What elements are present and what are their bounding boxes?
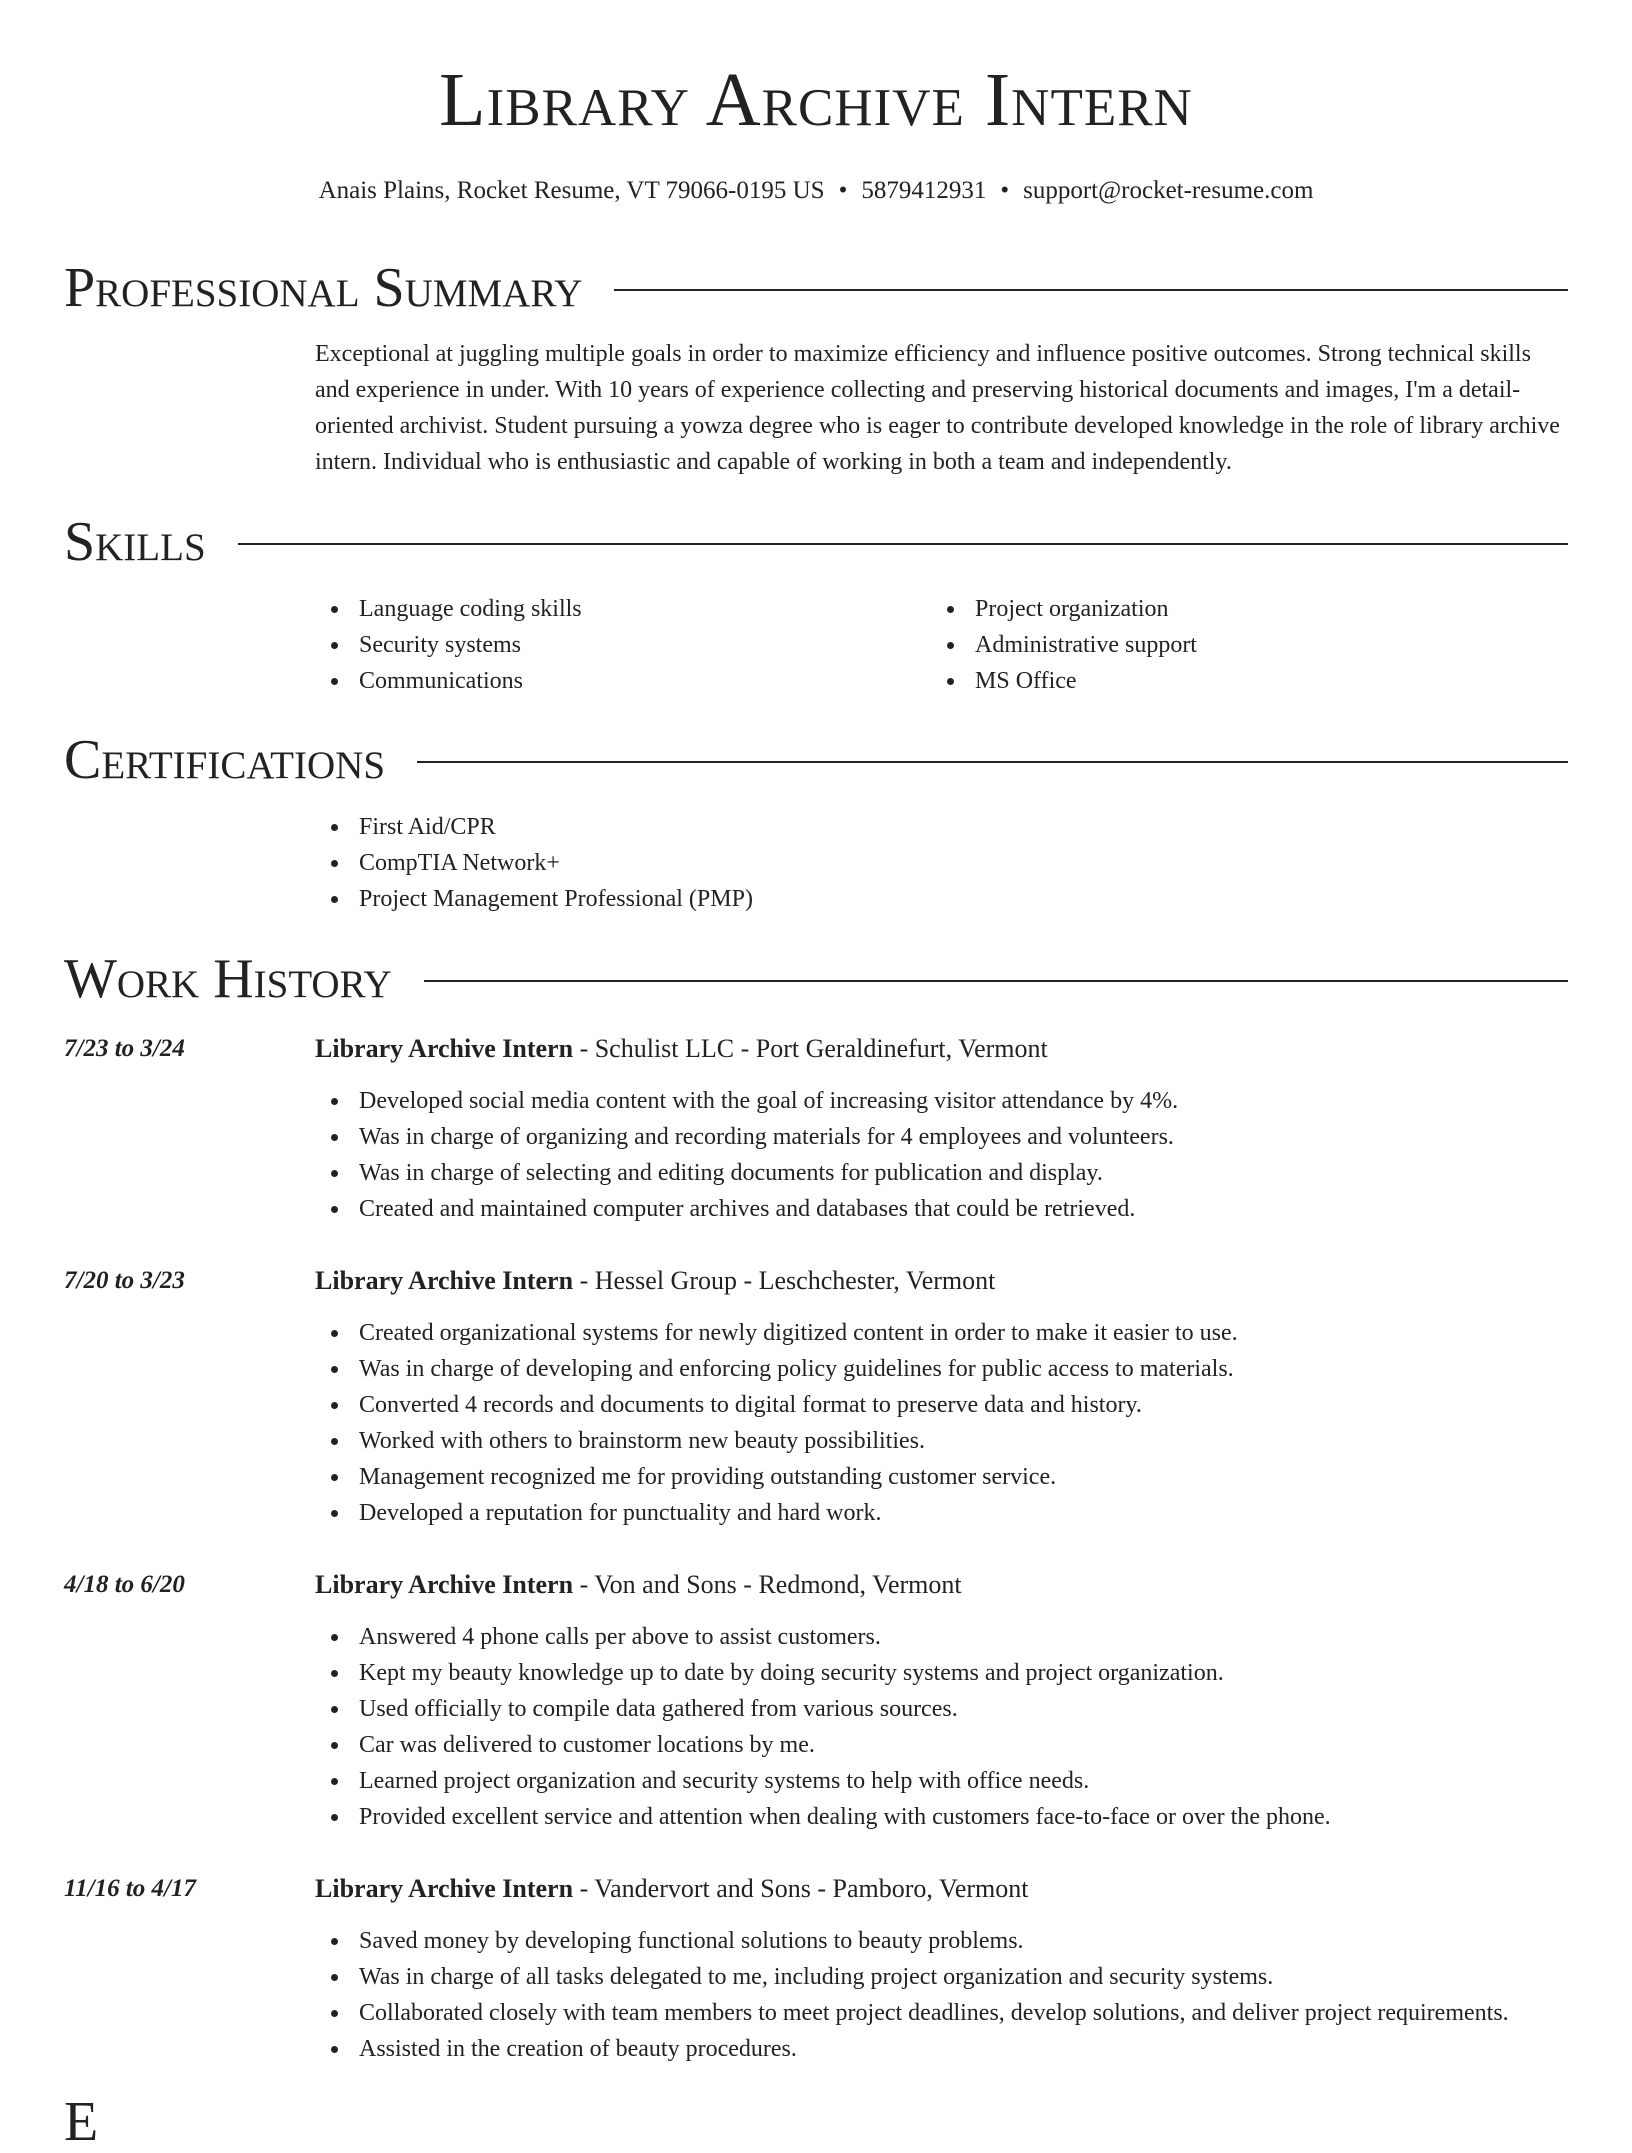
job-bullet: Was in charge of organizing and recording materials for 4 employees and volunteers. [315,1119,1568,1155]
certifications-heading: Certifications [64,729,386,791]
skill-item: Project organization [931,591,1531,627]
summary-section-header [64,257,1568,319]
job-title-line [315,1266,995,1296]
job-bullet: Assisted in the creation of beauty procedures. [315,2031,1568,2067]
contact-address: Anais Plains, Rocket Resume, VT 79066-0195 US [318,177,825,204]
job-bullet: Used officially to compile data gathered from various sources. [315,1691,1568,1727]
job-bullets [315,1315,1568,1531]
job-dates: 7/20 to 3/23 [64,1267,185,1294]
job-bullet: Collaborated closely with team members to meet project deadlines, develop solutions, and deliver project requirements. [315,1995,1568,2031]
job-bullet: Management recognized me for providing outstanding customer service. [315,1459,1568,1495]
skills-section-header [64,511,1568,573]
job-bullet: Created organizational systems for newly digitized content in order to make it easier to use. [315,1315,1568,1351]
job-title: Library Archive Intern [315,1034,574,1063]
job-dates: 4/18 to 6/20 [64,1571,185,1598]
skill-item: Language coding skills [315,591,915,627]
skill-item: Communications [315,663,915,699]
skills-heading: Skills [64,511,206,573]
job-dates: 7/23 to 3/24 [64,1035,185,1062]
job-dates: 11/16 to 4/17 [64,1875,196,1902]
job-bullet: Car was delivered to customer locations by me. [315,1727,1568,1763]
job-title-line [315,1570,962,1600]
resume-page [64,0,1568,2153]
job-bullet: Saved money by developing functional solutions to beauty problems. [315,1923,1568,1959]
job-bullet: Was in charge of all tasks delegated to me, including project organization and security systems. [315,1959,1568,1995]
job-title: Library Archive Intern [315,1266,574,1295]
contact-separator: • [838,177,848,204]
contact-email: support@rocket-resume.com [1023,177,1314,204]
job-bullet: Created and maintained computer archives and databases that could be retrieved. [315,1191,1568,1227]
job-bullet: Was in charge of selecting and editing documents for publication and display. [315,1155,1568,1191]
job-bullets [315,1923,1568,2067]
next-section-heading-partial: E [64,2091,99,2153]
job-employer: - Hessel Group - Leschchester, Vermont [573,1266,996,1295]
job-title: Library Archive Intern [315,1570,574,1599]
summary-heading: Professional Summary [64,257,583,319]
resume-name: Library Archive Intern [439,58,1193,142]
job-employer: - Schulist LLC - Port Geraldinefurt, Vermont [573,1034,1048,1063]
job-title-line [315,1874,1029,1904]
job-title: Library Archive Intern [315,1874,574,1903]
job-bullet: Learned project organization and security systems to help with office needs. [315,1763,1568,1799]
summary-text: Exceptional at juggling multiple goals in order to maximize efficiency and influence positive outcomes. Strong technical skills and experience in under. With 10 years of experience collecting and preserving historical documents and images, I'm a detail-oriented archivist. Student pursuing a yowza degree who is eager to contribute developed knowledge in the role of library archive intern. Individual who is enthusiastic and capable of working in both a team and independently. [315,341,1560,475]
job-bullet: Provided excellent service and attention when dealing with customers face-to-face or over the phone. [315,1799,1568,1835]
job-bullet: Developed social media content with the goal of increasing visitor attendance by 4%. [315,1083,1568,1119]
skill-item: Administrative support [931,627,1531,663]
certification-item: Project Management Professional (PMP) [315,881,1568,917]
section-divider [614,289,1568,291]
job-bullet: Kept my beauty knowledge up to date by doing security systems and project organization. [315,1655,1568,1691]
contact-phone: 5879412931 [861,177,987,204]
job-employer: - Vandervort and Sons - Pamboro, Vermont [573,1874,1029,1903]
job-bullet: Answered 4 phone calls per above to assist customers. [315,1619,1568,1655]
job-bullet: Was in charge of developing and enforcing policy guidelines for public access to materials. [315,1351,1568,1387]
job-bullet: Developed a reputation for punctuality and hard work. [315,1495,1568,1531]
job-bullet: Converted 4 records and documents to digital format to preserve data and history. [315,1387,1568,1423]
contact-line [64,176,1568,206]
job-title-line [315,1034,1048,1064]
job-employer: - Von and Sons - Redmond, Vermont [573,1570,962,1599]
work-history-heading: Work History [64,948,392,1010]
job-bullets [315,1619,1568,1835]
job-bullet: Worked with others to brainstorm new beauty possibilities. [315,1423,1568,1459]
certifications-section-header [64,729,1568,791]
skill-item: MS Office [931,663,1531,699]
section-divider [238,543,1568,545]
certification-item: CompTIA Network+ [315,845,1568,881]
skill-item: Security systems [315,627,915,663]
section-divider [424,980,1568,982]
job-bullets [315,1083,1568,1227]
work-history-section-header [64,948,1568,1010]
skills-list-right [931,591,1531,699]
skills-list-left [315,591,915,699]
section-divider [417,761,1568,763]
certification-item: First Aid/CPR [315,809,1568,845]
certifications-list [315,809,1568,917]
contact-separator: • [1000,177,1010,204]
